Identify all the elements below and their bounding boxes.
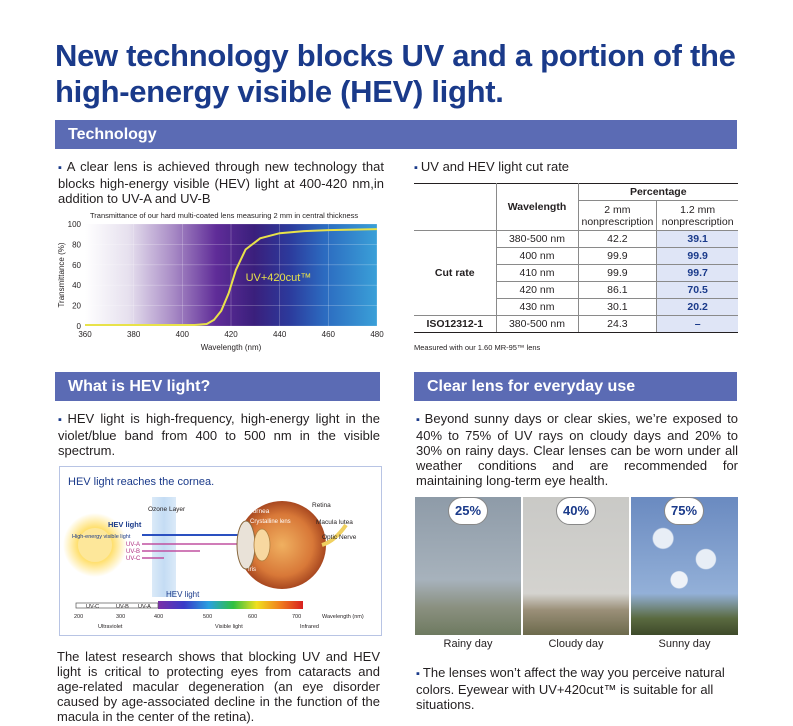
table-note: Measured with our 1.60 MR-95™ lens — [414, 343, 541, 352]
clear-lens-text — [416, 411, 738, 488]
table-header-wavelength: Wavelength — [496, 184, 578, 231]
table-cell-v2: – — [657, 316, 738, 333]
photo-label-cloudy: Cloudy day — [548, 638, 604, 650]
uva-bracket: UV-A — [138, 604, 151, 610]
visible-spectrum-bar — [158, 601, 303, 609]
table-cell-v1: 42.2 — [578, 231, 657, 248]
uvb-ray-label: UV-B — [126, 549, 141, 555]
transmittance-chart — [55, 208, 390, 358]
uva-ray-label: UV-A — [126, 542, 141, 548]
table-cell-wl: 380-500 nm — [496, 231, 578, 248]
technology-text-body: A clear lens is achieved through new technology that blocks high-energy visible (HEV) light at 400-420 nm,in addition to UV-A and UV-B — [58, 159, 384, 206]
ozone-label: Ozone Layer — [148, 506, 186, 513]
table-cell-v1: 24.3 — [578, 316, 657, 333]
x-tick-label: 440 — [272, 330, 287, 339]
table-cell-v2: 20.2 — [657, 299, 738, 316]
y-tick-label: 60 — [72, 260, 81, 270]
uvc-bracket: UV-C — [86, 604, 100, 610]
optic-nerve-label: Optic Nerve — [322, 534, 357, 541]
hev-light-label-spectrum: HEV light — [166, 590, 200, 599]
technology-text — [58, 159, 384, 206]
visible-light-label: Visible light — [215, 624, 243, 630]
hev-ray-sublabel: High-energy visible light — [72, 534, 131, 540]
x-tick-label: 420 — [224, 330, 238, 339]
table-cell-v1: 86.1 — [578, 282, 657, 299]
sunny-badge: 75% — [664, 497, 704, 525]
rainy-badge: 25% — [448, 497, 488, 525]
y-tick-label: 20 — [72, 301, 81, 311]
table-header-col1: 2 mm nonprescription — [578, 201, 657, 231]
section-header-what-is-hev: What is HEV light? — [55, 372, 380, 401]
x-tick-label: 400 — [175, 330, 190, 339]
x-tick-label: 360 — [78, 330, 92, 339]
spectrum-tick: 500 — [203, 614, 213, 620]
table-cell-v2: 99.7 — [657, 265, 738, 282]
natural-colors-text — [416, 665, 738, 712]
table-cell-wl: 400 nm — [496, 248, 578, 265]
table-cell-wl: 420 nm — [496, 282, 578, 299]
spectrum-unit: Wavelength (nm) — [322, 614, 364, 620]
cornea-shape — [237, 521, 255, 569]
chart-svg — [55, 208, 390, 358]
y-tick-label: 0 — [76, 322, 81, 331]
hev-text — [58, 411, 380, 458]
table-cell-v2: 39.1 — [657, 231, 738, 248]
table-header-col2: 1.2 mm nonprescription — [657, 201, 738, 231]
crystalline-lens-shape — [254, 529, 270, 561]
iris-label: Iris — [248, 567, 256, 573]
table-empty-corner — [414, 184, 496, 231]
spectrum-tick: 300 — [116, 614, 126, 620]
photo-rainy-day — [415, 497, 521, 635]
cut-table-intro-text: UV and HEV light cut rate — [420, 159, 570, 174]
y-tick-label: 100 — [67, 220, 81, 229]
photo-cloudy-day — [523, 497, 629, 635]
cornea-label: Cornea — [248, 508, 270, 515]
lens-label: Crystalline lens — [250, 519, 291, 525]
table-cell-v1: 99.9 — [578, 265, 657, 282]
page-headline: New technology blocks UV and a portion of the high-energy visible (HEV) light. — [55, 38, 736, 109]
ultraviolet-label: Ultraviolet — [98, 624, 123, 630]
series-label: UV+420cut™ — [245, 272, 312, 285]
retina-label: Retina — [312, 502, 331, 509]
photo-label-rainy: Rainy day — [443, 638, 493, 650]
hev-text-body: HEV light is high-frequency, high-energy light in the violet/blue band from 400 to 500 nm in the visible spectrum. — [58, 411, 380, 458]
spectrum-tick: 600 — [248, 614, 258, 620]
table-header-percentage: Percentage — [578, 184, 738, 201]
hev-ray-label: HEV light — [108, 520, 142, 529]
spectrum-tick: 200 — [74, 614, 84, 620]
x-tick-label: 480 — [370, 330, 384, 339]
research-text: The latest research shows that blocking UV and HEV light is critical to protecting eyes from cataracts and age-related macular degeneration (an eye disorder caused by age-associated decline in the function of the macula in the center of the retina). — [57, 649, 380, 724]
natural-colors-text-body: The lenses won’t affect the way you perceive natural colors. Eyewear with UV+420cut™ is suitable for all situations. — [416, 665, 725, 712]
clear-lens-text-body: Beyond sunny days or clear skies, we’re exposed to 40% to 75% of UV rays on cloudy days and 20% to 30% on rainy days. Clear lenses can be worn under all weather conditions and are recommended for maintaining long-term eye health. — [416, 411, 738, 488]
x-axis-label: Wavelength (nm) — [200, 343, 262, 352]
spectrum-tick: 400 — [154, 614, 164, 620]
table-row-group-cut-rate: Cut rate — [414, 231, 496, 316]
cloudy-badge: 40% — [556, 497, 596, 525]
table-cell-v2: 99.9 — [657, 248, 738, 265]
eye-diagram-svg — [60, 467, 382, 636]
x-tick-label: 460 — [321, 330, 336, 339]
x-tick-label: 380 — [126, 330, 141, 339]
table-cell-v2: 70.5 — [657, 282, 738, 299]
table-cell-v1: 30.1 — [578, 299, 657, 316]
uvc-ray-label: UV-C — [126, 556, 141, 562]
photo-label-sunny: Sunny day — [658, 638, 711, 650]
infrared-label: Infrared — [300, 624, 319, 630]
y-tick-label: 80 — [72, 240, 81, 250]
spectrum-tick: 700 — [292, 614, 302, 620]
section-header-technology: Technology — [55, 120, 737, 149]
section-header-clear-lens: Clear lens for everyday use — [414, 372, 737, 401]
cut-table-intro — [414, 159, 569, 176]
chart-title: Transmittance of our hard multi-coated lens measuring 2 mm in central thickness — [90, 211, 359, 220]
table-cell-v1: 99.9 — [578, 248, 657, 265]
cut-rate-table — [414, 183, 738, 333]
y-axis-label: Transmittance (%) — [57, 242, 66, 308]
macula-label: Macula lutea — [316, 519, 353, 526]
y-tick-label: 40 — [72, 281, 81, 291]
photo-sunny-day — [631, 497, 738, 635]
eye-diagram — [59, 466, 382, 636]
table-cell-wl: 410 nm — [496, 265, 578, 282]
table-iso-label: ISO12312-1 — [414, 316, 496, 333]
table-cell-wl: 380-500 nm — [496, 316, 578, 333]
table-cell-wl: 430 nm — [496, 299, 578, 316]
uvb-bracket: UV-B — [116, 604, 129, 610]
eye-diagram-caption: HEV light reaches the cornea. — [68, 476, 215, 488]
